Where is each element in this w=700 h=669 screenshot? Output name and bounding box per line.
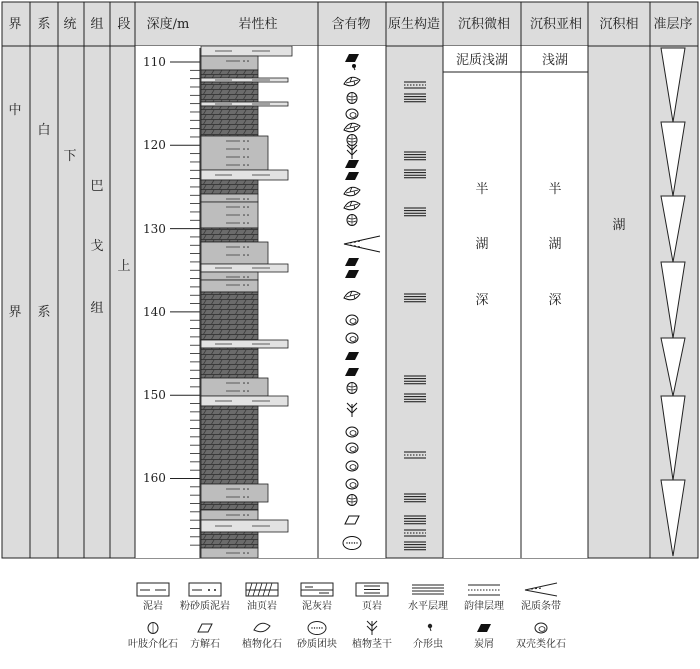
- microfacies-top: 泥质浅湖: [455, 53, 509, 68]
- svg-text:系: 系: [37, 305, 51, 320]
- depth-label: 130: [143, 222, 166, 236]
- header-lithology: 岩性柱: [238, 17, 278, 32]
- legend-label: 泥岩: [143, 601, 163, 612]
- svg-text:界: 界: [8, 305, 22, 320]
- lithology-bed-silty: [201, 548, 258, 558]
- legend-label: 介形虫: [413, 639, 443, 650]
- lithology-bed-light: [201, 46, 292, 56]
- strat-duan: [117, 259, 130, 274]
- shale-icon: [356, 583, 388, 596]
- depth-label: 140: [143, 305, 166, 319]
- lithology-bed-oil: [201, 70, 258, 78]
- legend-label: 韵律层理: [464, 601, 504, 612]
- mudstone-icon: [137, 583, 169, 596]
- legend-label: 粉砂质泥岩: [180, 601, 230, 612]
- header-subfacies: 沉积亚相: [529, 17, 583, 32]
- legend-item: [246, 583, 278, 612]
- charcoal-debris-icon: [477, 624, 491, 632]
- lithology-bed-oil: [201, 228, 258, 242]
- legend-item: [408, 585, 448, 612]
- legend-item: [180, 583, 230, 612]
- header-xi: 系: [37, 17, 51, 32]
- legend-label: 双壳类化石: [516, 639, 566, 650]
- svg-text:组: 组: [90, 301, 104, 316]
- svg-text:下: 下: [63, 149, 77, 164]
- lithology-bed-oil: [201, 502, 258, 510]
- svg-text:中: 中: [8, 103, 22, 118]
- header-row: [2, 2, 698, 46]
- facies-column: [612, 217, 625, 233]
- marl-icon: [301, 583, 333, 596]
- ostracod-icon: [428, 624, 432, 631]
- svg-text:半: 半: [475, 182, 489, 197]
- plant-fossil-icon: [254, 623, 270, 632]
- legend-label: 泥灰岩: [302, 601, 332, 612]
- legend-item: [474, 624, 494, 650]
- depth-label: 160: [143, 471, 166, 485]
- header-facies: 沉积相: [599, 17, 639, 32]
- header-microfacies: 沉积微相: [457, 17, 511, 32]
- lithology-bed-silty: [201, 136, 268, 170]
- legend-item: [352, 621, 392, 650]
- header-tong: 统: [63, 17, 77, 32]
- conchostracan-fossil-icon: [148, 623, 158, 634]
- lithology-bed-light: [201, 78, 288, 82]
- lithology-bed-light: [201, 340, 288, 348]
- lithology-bed-silty: [201, 242, 268, 264]
- lithology-bed-light: [201, 264, 288, 272]
- legend-label: 方解石: [190, 639, 220, 650]
- svg-text:湖: 湖: [475, 237, 489, 252]
- lithology-bed-silty: [201, 56, 258, 70]
- svg-text:上: 上: [117, 259, 131, 274]
- sandy-nodule-icon: [308, 622, 326, 635]
- lithology-bed-oil: [201, 82, 258, 102]
- legend-label: 油页岩: [247, 601, 277, 612]
- legend-label: 植物茎干: [352, 639, 392, 650]
- strat-tong: [63, 149, 76, 164]
- legend-label: 叶肢介化石: [128, 639, 178, 650]
- lithology-bed-silty: [201, 510, 258, 520]
- lithology-bed-oil: [201, 406, 258, 484]
- svg-text:巴: 巴: [90, 179, 104, 194]
- svg-text:湖: 湖: [548, 237, 562, 252]
- legend-item: [242, 623, 282, 650]
- header-depth: 深度/m: [146, 17, 190, 32]
- silty-mudstone-icon: [189, 583, 221, 596]
- legend-item: [356, 583, 388, 612]
- header-sequence: 准层序: [653, 17, 693, 32]
- legend-item: [521, 583, 561, 612]
- svg-text:深: 深: [548, 293, 562, 308]
- legend-item: [128, 623, 178, 651]
- lithology-bed-oil: [201, 180, 258, 194]
- lithology-bed-oil: [201, 106, 258, 136]
- legend-label: 水平层理: [408, 601, 448, 612]
- legend-item: [137, 583, 169, 612]
- lithology-bed-oil: [201, 292, 258, 340]
- lithology-bed-light: [201, 520, 288, 532]
- legend-item: [516, 623, 566, 650]
- svg-text:半: 半: [548, 182, 562, 197]
- lithology-bed-oil: [201, 348, 258, 378]
- bivalve-fossil-icon: [535, 623, 547, 633]
- legend-label: 泥质条带: [521, 601, 561, 612]
- legend-label: 页岩: [362, 601, 382, 612]
- subfacies-top: 浅湖: [541, 53, 569, 68]
- legend-item: [190, 624, 220, 650]
- legend-item: [301, 583, 333, 612]
- depth-label: 110: [143, 55, 166, 69]
- header-duan: 段: [117, 17, 131, 32]
- legend: [128, 583, 566, 650]
- lithology-bed-silty: [201, 378, 268, 396]
- lithology-bed-light: [201, 170, 288, 180]
- plant-stem-icon: [367, 621, 377, 635]
- legend-label: 砂质团块: [297, 639, 337, 650]
- horizontal-bedding-icon: [412, 585, 444, 594]
- lithology-bed-light: [201, 396, 288, 406]
- legend-item: [297, 622, 337, 651]
- svg-text:戈: 戈: [90, 239, 104, 254]
- lithology-bed-oil: [201, 532, 258, 548]
- legend-item: [464, 585, 504, 612]
- lithology-bed-light: [201, 102, 288, 106]
- legend-label: 植物化石: [242, 639, 282, 650]
- oil-shale-icon: [246, 583, 278, 596]
- lithology-bed-silty: [201, 194, 258, 202]
- header-contents: 含有物: [331, 17, 371, 32]
- calcite-icon: [198, 624, 212, 632]
- header-jie: 界: [8, 17, 22, 32]
- header-structures: 原生构造: [387, 17, 441, 32]
- lithology-bed-silty: [201, 272, 258, 280]
- svg-text:白: 白: [37, 123, 51, 138]
- header-zu: 组: [90, 17, 104, 32]
- svg-text:湖: 湖: [612, 218, 626, 233]
- lithology-bed-silty: [201, 202, 258, 228]
- lithology-bed-silty: [201, 280, 258, 292]
- legend-item: [413, 624, 443, 650]
- depth-label: 150: [143, 388, 166, 402]
- legend-label: 炭屑: [474, 639, 494, 650]
- mud-band-icon: [525, 583, 557, 596]
- rhythmic-bedding-icon: [468, 585, 500, 595]
- depth-label: 120: [143, 138, 166, 152]
- lithology-bed-silty: [201, 484, 268, 502]
- svg-text:深: 深: [475, 293, 489, 308]
